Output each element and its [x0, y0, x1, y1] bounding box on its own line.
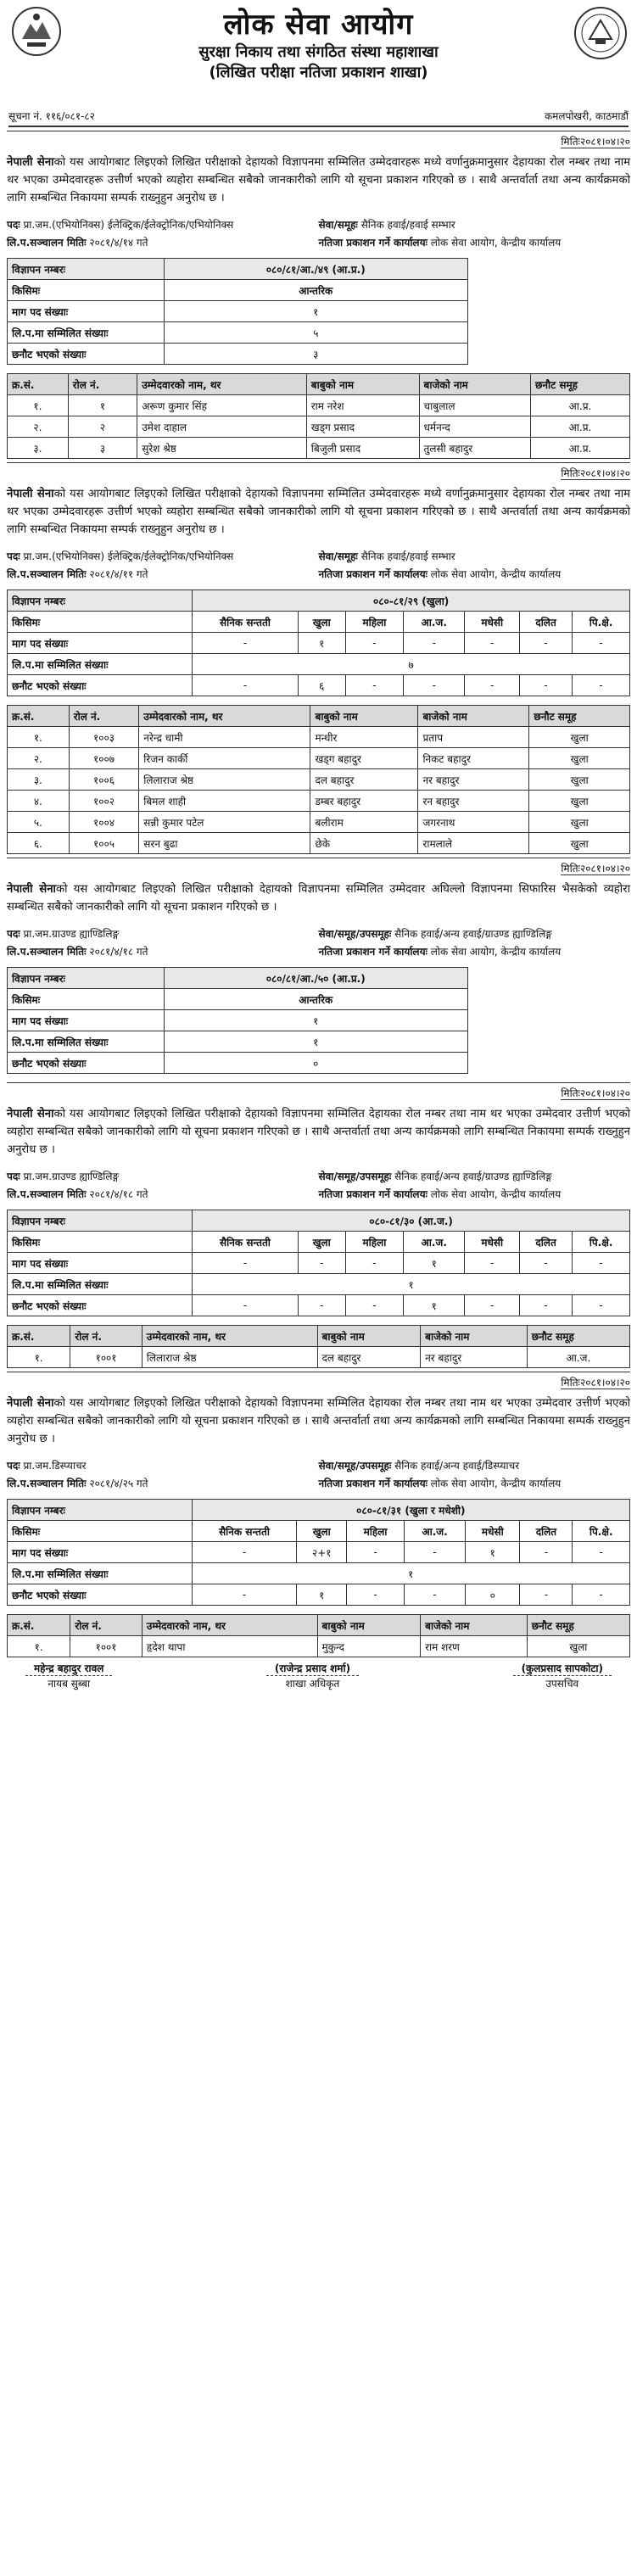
table-cell: १	[466, 1542, 520, 1563]
quota-table	[7, 590, 630, 696]
table-cell: खुला	[297, 1521, 347, 1542]
table-cell: बलीराम	[310, 812, 418, 833]
section-date: मितिः२०८१।०४।२०	[7, 462, 630, 480]
notice-paragraph: नेपाली सेनाको यस आयोगबाट लिइएको लिखित परीक्षाको देहायको विज्ञापनमा सम्मिलित देहायका रोल नम्बर तथा नाम थर भएका उम्मेदवार उत्तीर्ण भएको व्यहोरा सम्बन्धित सबैको जानकारीको लागि यो सूचना प्रकाशन गरिएको छ । साथै अन्तर्वार्ता तथा अन्य कार्यक्रमको लागि सम्बन्धित निकायमा सम्पर्क राख्नुहुन अनुरोध छ ।	[7, 1108, 630, 1156]
table-cell: मधेसी	[466, 1521, 520, 1542]
table-cell: १	[298, 633, 345, 654]
section-date: मितिः२०८१।०४।२०	[7, 858, 630, 875]
table-cell: सैनिक सन्तती	[193, 612, 298, 633]
table-cell: माग पद संख्याः	[8, 1542, 193, 1563]
table-cell: महिला	[345, 612, 403, 633]
table-cell: खड्ग बहादुर	[310, 748, 418, 769]
quota-table	[7, 1210, 630, 1316]
table-cell: दल बहादुर	[310, 769, 418, 791]
table-row	[8, 1521, 630, 1542]
table-cell: आ.ज.	[405, 1521, 466, 1542]
table-cell: -	[405, 1542, 466, 1563]
table-row	[8, 675, 630, 696]
table-cell: ०८०-८१/२९ (खुला)	[193, 590, 630, 612]
table-cell: -	[347, 1584, 405, 1606]
table-cell: पि.क्षे.	[573, 1521, 630, 1542]
table-row	[8, 791, 630, 812]
table-row	[8, 416, 630, 438]
table-cell: विज्ञापन नम्बरः	[8, 590, 193, 612]
table-cell: ६.	[8, 833, 70, 854]
table-cell: -	[520, 1584, 573, 1606]
table-cell: खुला	[529, 812, 630, 833]
section-1	[0, 131, 637, 459]
column-header: बाजेको नाम	[421, 1326, 528, 1347]
table-cell: आ.ज.	[404, 1232, 465, 1253]
table-cell: १	[68, 395, 137, 416]
table-cell: पि.क्षे.	[573, 612, 630, 633]
table-cell: १००२	[69, 791, 139, 812]
table-cell: -	[192, 1584, 297, 1606]
table-cell: -	[519, 633, 572, 654]
table-cell: १.	[8, 1636, 70, 1657]
table-row	[8, 1232, 630, 1253]
table-cell: मुकुन्द	[317, 1636, 421, 1657]
results-table	[7, 373, 630, 459]
table-cell: राम शरण	[421, 1636, 528, 1657]
table-cell: किसिमः	[8, 1232, 193, 1253]
table-cell: ५.	[8, 812, 70, 833]
table-cell: ०८०-८१/३१ (खुला र मधेशी)	[192, 1500, 629, 1521]
column-header: क्र.सं.	[8, 706, 70, 727]
table-cell: -	[298, 1253, 345, 1274]
table-cell: छनौट भएको संख्याः	[8, 1584, 193, 1606]
table-row	[8, 1210, 630, 1232]
table-cell: आ.प्र.	[530, 395, 629, 416]
table-row	[8, 633, 630, 654]
table-cell: रन बहादुर	[418, 791, 529, 812]
table-cell: -	[345, 633, 403, 654]
quota-table	[7, 1499, 630, 1606]
table-row	[8, 1253, 630, 1274]
signature-block	[513, 1661, 612, 1690]
table-cell: नर बहादुर	[418, 769, 529, 791]
table-row	[8, 727, 630, 748]
table-row	[8, 812, 630, 833]
notice-paragraph: नेपाली सेनाको यस आयोगबाट लिइएको लिखित परीक्षाको देहायको विज्ञापनमा सम्मिलित देहायका रोल नम्बर तथा नाम थर भएका उम्मेदवार उत्तीर्ण भएको व्यहोरा सम्बन्धित सबैको जानकारीको लागि यो सूचना प्रकाशन गरिएको छ । साथै अन्तर्वार्ता तथा अन्य कार्यक्रमको लागि सम्बन्धित निकायमा सम्पर्क राख्नुहुन अनुरोध छ ।	[7, 1397, 630, 1445]
table-cell: धर्मनन्द	[419, 416, 530, 438]
table-cell: २	[68, 416, 137, 438]
table-cell: ६	[298, 675, 345, 696]
table-cell: पि.क्षे.	[573, 1232, 630, 1253]
signatures	[0, 1657, 637, 1696]
table-cell: प्रताप	[418, 727, 529, 748]
table-cell: -	[193, 633, 298, 654]
table-cell: १.	[8, 395, 69, 416]
division-title: सुरक्षा निकाय तथा संगठित संस्था महाशाखा	[198, 43, 439, 61]
table-cell: बिजुली प्रसाद	[306, 438, 419, 459]
column-header: बाबुको नाम	[317, 1615, 421, 1636]
signature-block	[266, 1661, 359, 1690]
table-cell: -	[519, 675, 572, 696]
table-cell: १००७	[69, 748, 139, 769]
table-cell: सैनिक सन्तती	[192, 1521, 297, 1542]
table-cell: मधेसी	[465, 612, 520, 633]
table-cell: छेके	[310, 833, 418, 854]
table-row	[8, 748, 630, 769]
table-cell: -	[465, 675, 520, 696]
table-cell: आ.ज.	[527, 1347, 629, 1368]
table-cell: महिला	[345, 1232, 403, 1253]
header	[0, 0, 637, 127]
column-header: रोल नं.	[70, 1326, 142, 1347]
table-row	[8, 1563, 630, 1584]
table-cell: माग पद संख्याः	[8, 633, 193, 654]
table-cell: १	[297, 1584, 347, 1606]
table-cell: -	[347, 1542, 405, 1563]
table-row	[8, 654, 630, 675]
table-cell: खुला	[529, 833, 630, 854]
table-cell: -	[519, 1253, 572, 1274]
exam-meta: पदः प्रा.जम.(एभियोनिक्स) ईलेक्ट्रिक/ईलेक्ट्रोनिक/एभियोनिक्स सेवा/समूहः सैनिक हवाई/हवाई सम्भार लि.प.सञ्चालन मितिः २०८१/४/१४ गते नतिजा प्रकाशन गर्ने कार्यालयः लोक सेवा आयोग, केन्द्रीय कार्यालय	[7, 219, 562, 249]
table-row	[8, 438, 630, 459]
notice-paragraph: नेपाली सेनाको यस आयोगबाट लिइएको लिखित परीक्षाको देहायको विज्ञापनमा सम्मिलित उम्मेदवारहरू मध्ये वर्णानुक्रमानुसार देहायका रोल नम्बर तथा नाम थर भएका उम्मेदवारहरू उत्तीर्ण भएको व्यहोरा सम्बन्धित सबैको जानकारीको लागि यो सूचना प्रकाशन गरिएको छ । साथै अन्तर्वार्ता तथा अन्य कार्यक्रमको लागि सम्बन्धित निकायमा सम्पर्क राख्नुहुन अनुरोध छ ।	[7, 488, 631, 536]
table-cell: बिमल शाही	[139, 791, 310, 812]
table-cell: -	[465, 1253, 520, 1274]
table-cell: सैनिक सन्तती	[193, 1232, 298, 1253]
table-cell: ०८०-८१/३० (आ.ज.)	[193, 1210, 630, 1232]
signatory-name: (कुलप्रसाद सापकोटा)	[513, 1661, 612, 1676]
table-cell: दलित	[519, 612, 572, 633]
table-cell: आ.प्र.	[530, 416, 629, 438]
table-row	[8, 395, 630, 416]
table-cell: खुला	[529, 727, 630, 748]
section-date: मितिः२०८१।०४।२०	[7, 1082, 630, 1100]
table-cell: विज्ञापन नम्बरः	[8, 1210, 193, 1232]
table-cell: १००६	[69, 769, 139, 791]
table-cell: -	[193, 1253, 298, 1274]
advertisement-table: विज्ञापन नम्बरः ०८०/८१/आ./४९ (आ.प्र.) किसिमः आन्तरिक माग पद संख्याः १ लि.प.मा सम्मिलित संख्याः ५ छनौट भएको संख्याः ३	[7, 258, 468, 365]
table-row	[8, 1295, 630, 1316]
signatory-name: महेन्द्र बहादुर रावल	[25, 1661, 112, 1676]
table-cell: १००४	[69, 812, 139, 833]
table-cell: रिजन कार्की	[139, 748, 310, 769]
column-header: क्र.सं.	[8, 1326, 70, 1347]
office-location: कमलपोखरी, काठमाडौं	[544, 110, 629, 122]
table-cell: अरूण कुमार सिंह	[137, 395, 307, 416]
page-title: लोक सेवा आयोग	[223, 8, 414, 42]
table-cell: २.	[8, 748, 70, 769]
table-cell: किसिमः	[8, 1521, 193, 1542]
table-cell: उमेश दाहाल	[137, 416, 307, 438]
table-cell: खुला	[298, 1232, 345, 1253]
column-header: उम्मेदवारको नाम, थर	[139, 706, 310, 727]
notice-paragraph: नेपाली सेनाको यस आयोगबाट लिइएको लिखित परीक्षाको देहायको विज्ञापनमा सम्मिलित उम्मेदवार अघिल्लो विज्ञापनमा सिफारिस भैसकेको व्यहोरा सम्बन्धित सबैको जानकारीको लागि यो सूचना प्रकाशन गरिएको छ ।	[7, 883, 631, 914]
section-3	[0, 858, 637, 1074]
column-header: उम्मेदवारको नाम, थर	[142, 1615, 317, 1636]
table-cell: -	[404, 675, 465, 696]
table-cell: निकट बहादुर	[418, 748, 529, 769]
table-cell: -	[345, 675, 403, 696]
table-cell: -	[405, 1584, 466, 1606]
table-cell: माग पद संख्याः	[8, 1253, 193, 1274]
column-header: बाजेको नाम	[418, 706, 529, 727]
signature-block	[25, 1661, 112, 1690]
table-cell: मधेसी	[465, 1232, 520, 1253]
signatory-role: नायब सुब्बा	[47, 1678, 91, 1690]
column-header: बाबुको नाम	[310, 706, 418, 727]
table-cell: २.	[8, 416, 69, 438]
table-cell: ४.	[8, 791, 70, 812]
table-cell: छनौट भएको संख्याः	[8, 1295, 193, 1316]
table-cell: १	[404, 1253, 465, 1274]
column-header: रोल नं.	[68, 374, 137, 395]
table-row	[8, 1500, 630, 1521]
table-cell: ०	[466, 1584, 520, 1606]
table-cell: खुला	[529, 769, 630, 791]
table-cell: जगरनाथ	[418, 812, 529, 833]
table-cell: -	[573, 1295, 630, 1316]
notice-number: सूचना नं. ११६/०८१-८२	[8, 110, 95, 122]
table-cell: -	[520, 1542, 573, 1563]
table-cell: १	[404, 1295, 465, 1316]
table-cell: किसिमः	[8, 612, 193, 633]
table-cell: विज्ञापन नम्बरः	[8, 1500, 193, 1521]
column-header: छनौट समूह	[527, 1615, 629, 1636]
table-row	[8, 1347, 630, 1368]
table-cell: तुलसी बहादुर	[419, 438, 530, 459]
table-cell: राम नरेश	[306, 395, 419, 416]
table-cell: १.	[8, 1347, 70, 1368]
table-cell: खड्ग प्रसाद	[306, 416, 419, 438]
signatory-role: उपसचिव	[545, 1678, 579, 1690]
table-cell: सन्नी कुमार पटेल	[139, 812, 310, 833]
table-cell: -	[298, 1295, 345, 1316]
table-row	[8, 769, 630, 791]
table-row	[8, 1636, 630, 1657]
table-cell: लि.प.मा सम्मिलित संख्याः	[8, 1274, 193, 1295]
exam-meta: पदः प्रा.जम.ग्राउण्ड ह्याण्डिलिङ्ग सेवा/समूह/उपसमूहः सैनिक हवाई/अन्य हवाई/ग्राउण्ड ह्याण्डिलिङ्ग लि.प.सञ्चालन मितिः २०८१/४/१८ गते नतिजा प्रकाशन गर्ने कार्यालयः लोक सेवा आयोग, केन्द्रीय कार्यालय	[7, 1171, 562, 1200]
table-cell: खुला	[298, 612, 345, 633]
table-row	[8, 833, 630, 854]
table-cell: २+१	[297, 1542, 347, 1563]
table-cell: १००१	[70, 1347, 142, 1368]
column-header: उम्मेदवारको नाम, थर	[137, 374, 307, 395]
table-cell: -	[404, 633, 465, 654]
table-cell: सुरेश श्रेष्ठ	[137, 438, 307, 459]
column-header: बाजेको नाम	[421, 1615, 528, 1636]
table-cell: -	[345, 1253, 403, 1274]
table-cell: -	[573, 1542, 630, 1563]
signatory-role: शाखा अधिकृत	[285, 1678, 340, 1690]
column-header: उम्मेदवारको नाम, थर	[142, 1326, 317, 1347]
table-cell: रामलाले	[418, 833, 529, 854]
table-cell: -	[192, 1542, 297, 1563]
table-row	[8, 1274, 630, 1295]
table-cell: १००५	[69, 833, 139, 854]
advertisement-table: विज्ञापन नम्बरः ०८०/८१/आ./५० (आ.प्र.) किसिमः आन्तरिक माग पद संख्याः १ लि.प.मा सम्मिलित संख्याः १ छनौट भएको संख्याः ०	[7, 967, 468, 1074]
exam-meta: पदः प्रा.जम.डिस्प्याचर सेवा/समूह/उपसमूहः सैनिक हवाई/अन्य हवाई/डिस्प्याचर लि.प.सञ्चालन मितिः २०८१/४/२५ गते नतिजा प्रकाशन गर्ने कार्यालयः लोक सेवा आयोग, केन्द्रीय कार्यालय	[7, 1460, 562, 1489]
table-cell: -	[193, 1295, 298, 1316]
table-cell: दलित	[519, 1232, 572, 1253]
table-cell: मन्धीर	[310, 727, 418, 748]
table-cell: खुला	[529, 791, 630, 812]
table-cell: दलित	[520, 1521, 573, 1542]
table-cell: -	[519, 1295, 572, 1316]
reference-line	[8, 109, 629, 127]
table-cell: हृदेश थापा	[142, 1636, 317, 1657]
results-table	[7, 705, 630, 854]
table-cell: १००३	[69, 727, 139, 748]
table-cell: -	[193, 675, 298, 696]
table-row	[8, 612, 630, 633]
signatory-name: (राजेन्द्र प्रसाद शर्मा)	[266, 1661, 359, 1676]
section-date: मितिः२०८१।०४।२०	[7, 131, 630, 148]
table-cell: नरेन्द्र धामी	[139, 727, 310, 748]
section-date: मितिः२०८१।०४।२०	[7, 1372, 630, 1389]
table-cell: नर बहादुर	[421, 1347, 528, 1368]
table-cell: आ.ज.	[404, 612, 465, 633]
section-2	[0, 462, 637, 854]
results-table	[7, 1325, 630, 1368]
table-cell: चाबुलाल	[419, 395, 530, 416]
table-cell: आ.प्र.	[530, 438, 629, 459]
table-cell: महिला	[347, 1521, 405, 1542]
column-header: छनौट समूह	[527, 1326, 629, 1347]
branch-title: (लिखित परीक्षा नतिजा प्रकाशन शाखा)	[209, 64, 428, 81]
table-cell: -	[573, 1253, 630, 1274]
column-header: छनौट समूह	[530, 374, 629, 395]
table-cell: ३	[68, 438, 137, 459]
table-cell: दल बहादुर	[317, 1347, 421, 1368]
psc-logo-icon	[573, 5, 629, 61]
table-cell: ७	[193, 654, 630, 675]
table-row	[8, 1584, 630, 1606]
table-cell: १	[193, 1274, 630, 1295]
table-cell: १००१	[70, 1636, 142, 1657]
table-cell: सरन बुढा	[139, 833, 310, 854]
nepal-emblem-icon	[10, 5, 63, 58]
section-5	[0, 1372, 637, 1657]
column-header: क्र.सं.	[8, 1615, 70, 1636]
table-cell: -	[465, 1295, 520, 1316]
table-cell: लि.प.मा सम्मिलित संख्याः	[8, 654, 193, 675]
table-cell: डम्बर बहादुर	[310, 791, 418, 812]
table-cell: १	[192, 1563, 629, 1584]
table-row	[8, 1542, 630, 1563]
table-row	[8, 590, 630, 612]
table-cell: १.	[8, 727, 70, 748]
section-4	[0, 1082, 637, 1368]
table-cell: लिलाराज श्रेष्ठ	[142, 1347, 317, 1368]
table-cell: -	[573, 675, 630, 696]
column-header: बाबुको नाम	[317, 1326, 421, 1347]
column-header: क्र.सं.	[8, 374, 69, 395]
table-cell: लि.प.मा सम्मिलित संख्याः	[8, 1563, 193, 1584]
table-cell: -	[573, 633, 630, 654]
column-header: छनौट समूह	[529, 706, 630, 727]
table-cell: लिलाराज श्रेष्ठ	[139, 769, 310, 791]
exam-meta: पदः प्रा.जम.(एभियोनिक्स) ईलेक्ट्रिक/ईलेक्ट्रोनिक/एभियोनिक्स सेवा/समूहः सैनिक हवाई/हवाई सम्भार लि.प.सञ्चालन मितिः २०८१/४/११ गते नतिजा प्रकाशन गर्ने कार्यालयः लोक सेवा आयोग, केन्द्रीय कार्यालय	[7, 550, 562, 580]
table-cell: -	[573, 1584, 630, 1606]
table-cell: छनौट भएको संख्याः	[8, 675, 193, 696]
table-cell: खुला	[527, 1636, 629, 1657]
column-header: रोल नं.	[69, 706, 139, 727]
table-cell: ३.	[8, 438, 69, 459]
table-cell: खुला	[529, 748, 630, 769]
exam-meta: पदः प्रा.जम.ग्राउण्ड ह्याण्डिलिङ्ग सेवा/समूह/उपसमूहः सैनिक हवाई/अन्य हवाई/ग्राउण्ड ह्याण्डिलिङ्ग लि.प.सञ्चालन मितिः २०८१/४/१८ गते नतिजा प्रकाशन गर्ने कार्यालयः लोक सेवा आयोग, केन्द्रीय कार्यालय	[7, 928, 562, 958]
notice-paragraph: नेपाली सेनाको यस आयोगबाट लिइएको लिखित परीक्षाको देहायको विज्ञापनमा सम्मिलित उम्मेदवारहरू मध्ये वर्णानुक्रमानुसार देहायका रोल नम्बर तथा नाम थर भएका उम्मेदवारहरू उत्तीर्ण भएको व्यहोरा सम्बन्धित सबैको जानकारीको लागि यो सूचना प्रकाशन गरिएको छ । साथै अन्तर्वार्ता तथा अन्य कार्यक्रमको लागि सम्बन्धित निकायमा सम्पर्क राख्नुहुन अनुरोध छ ।	[7, 156, 631, 204]
column-header: बाबुको नाम	[306, 374, 419, 395]
results-table	[7, 1614, 630, 1657]
table-cell: ३.	[8, 769, 70, 791]
table-cell: -	[465, 633, 520, 654]
column-header: रोल नं.	[70, 1615, 142, 1636]
column-header: बाजेको नाम	[419, 374, 530, 395]
table-cell: -	[345, 1295, 403, 1316]
